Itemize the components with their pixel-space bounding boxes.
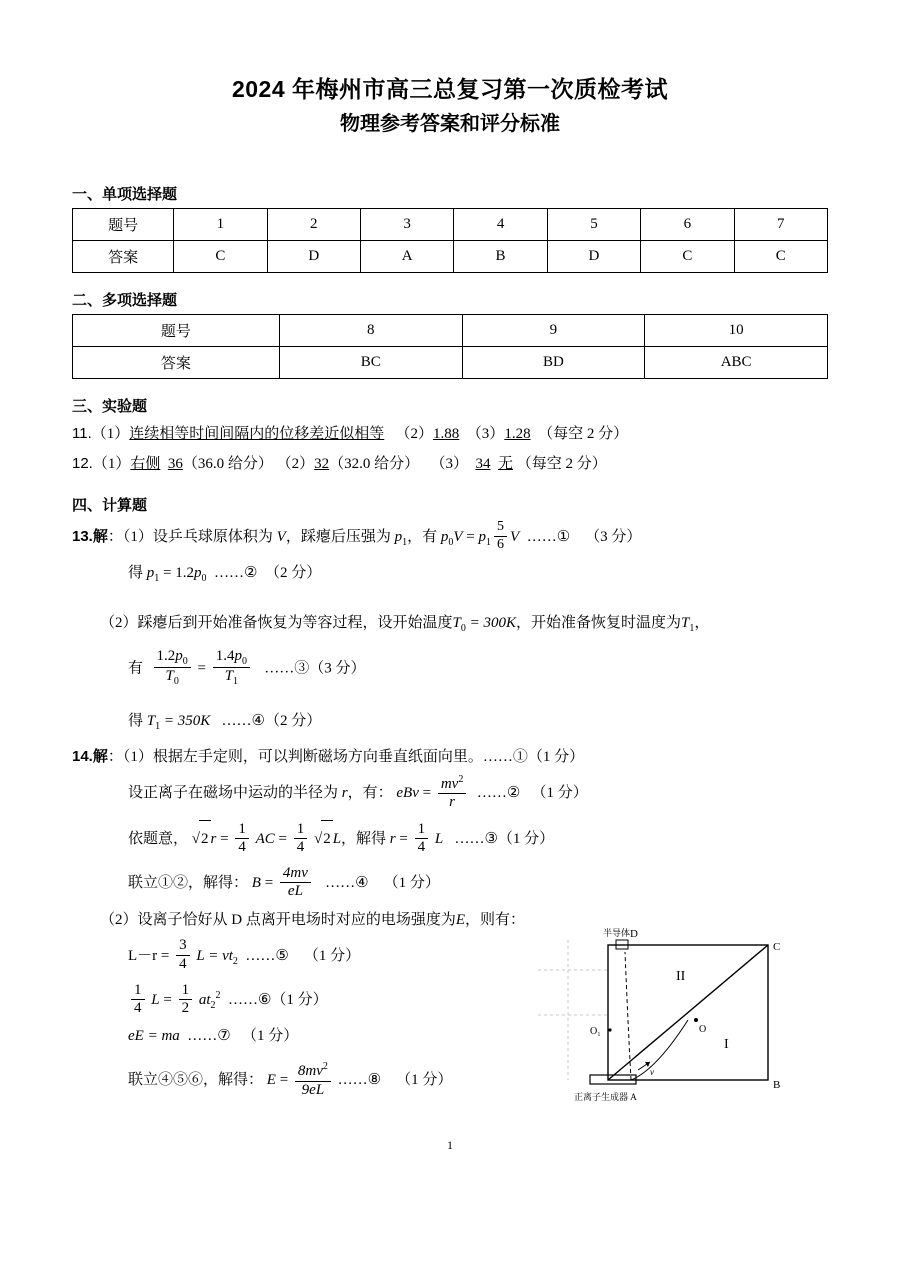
section-heading-experiment: 三、实验题 bbox=[72, 397, 148, 415]
q14-l6-l: L = vt bbox=[196, 947, 233, 964]
table-row bbox=[73, 240, 828, 272]
q12-part1-answer: 右侧 bbox=[130, 455, 161, 472]
q14-l9-text: 联立④⑤⑥，解得： bbox=[128, 1072, 264, 1089]
q14-var-e: E bbox=[455, 911, 466, 928]
fraction-denominator: 6 bbox=[497, 536, 505, 552]
q14-l4-b: B bbox=[251, 875, 261, 892]
fraction-denominator: 4 bbox=[179, 955, 187, 972]
q13-l4-eq: = bbox=[197, 659, 206, 676]
label-ion-source: 正离子生成器 A bbox=[574, 1091, 637, 1102]
q13-l2-p0: p bbox=[193, 564, 202, 581]
fraction-numerator: 4mv bbox=[280, 865, 311, 883]
answer-cell: ABC bbox=[645, 346, 828, 378]
q14-part2-label: （2） bbox=[100, 911, 138, 928]
q14-l3-text-a: 依题意， bbox=[128, 831, 189, 847]
question-12-number: 12. bbox=[72, 454, 93, 472]
q14-l7-l: L bbox=[151, 991, 160, 1008]
q13-l1-text-b: ，踩瘪后压强为 bbox=[285, 528, 391, 545]
fraction-denominator: 4 bbox=[134, 1000, 142, 1016]
table-row bbox=[73, 314, 828, 346]
q14-l2-text-b: ，有： bbox=[347, 784, 393, 801]
fraction-denominator bbox=[222, 668, 241, 688]
document-title-block bbox=[72, 0, 828, 139]
fraction-denominator: r bbox=[449, 793, 455, 810]
answer-cell: BD bbox=[462, 346, 645, 378]
q13-eq-sign: = bbox=[466, 528, 475, 545]
multi-choice-table bbox=[72, 314, 828, 379]
q13-eq-v2: V bbox=[510, 528, 520, 545]
question-number: 8 bbox=[279, 314, 462, 346]
q14-l3-eq2: = bbox=[278, 831, 287, 847]
fraction-numerator: 1 bbox=[131, 982, 145, 1000]
q13-t0: T bbox=[452, 614, 461, 631]
q13-l2-p1: p bbox=[146, 564, 155, 581]
q13-l2-text: 得 bbox=[128, 564, 144, 581]
question-13-line-4 bbox=[72, 649, 828, 689]
q12-score: （每空 2 分） bbox=[516, 455, 607, 472]
q13-eq-v: V bbox=[453, 528, 463, 545]
fraction-numerator: 1 bbox=[179, 982, 193, 1000]
q14-var-r: r bbox=[341, 784, 348, 801]
q14-fraction-1-4-c bbox=[415, 821, 429, 857]
q13-l5-t1-sub: 1 bbox=[155, 720, 161, 732]
q14-l3-l2: L bbox=[434, 831, 444, 847]
q11-part1-label: （1） bbox=[91, 425, 130, 442]
q13-l3-text-a: 踩瘪后到开始准备恢复为等容过程，设开始温度 bbox=[137, 614, 453, 631]
answer-cell: A bbox=[360, 240, 453, 272]
question-14-line-1 bbox=[72, 739, 828, 775]
fraction-denominator: 4 bbox=[296, 839, 305, 856]
q14-l4-eq: = bbox=[264, 875, 274, 892]
q12-part2-value: 32 bbox=[314, 455, 330, 472]
fraction-denominator: 2 bbox=[181, 1000, 190, 1016]
q14-fraction-1-4-d bbox=[131, 982, 145, 1018]
q12-part3-value: 34 bbox=[475, 455, 491, 472]
fraction-numerator bbox=[213, 648, 250, 669]
q11-part2-label: （2） bbox=[395, 425, 434, 442]
q13-eq-p1-sub: 1 bbox=[486, 536, 492, 548]
label-region-1: I bbox=[724, 1036, 729, 1052]
label-semiconductor: 半导体 bbox=[603, 927, 631, 938]
trajectory-curve bbox=[631, 1020, 688, 1080]
label-v: v bbox=[650, 1066, 654, 1077]
fraction-numerator: 5 bbox=[494, 519, 507, 536]
q14-l9-e: E bbox=[266, 1072, 276, 1089]
question-number: 4 bbox=[454, 208, 547, 240]
q11-part3-answer: 1.28 bbox=[504, 425, 531, 442]
q13-fraction-right bbox=[213, 648, 250, 688]
q12-part1-value: 36 bbox=[167, 455, 183, 472]
q13-l2-score: （2 分） bbox=[264, 564, 322, 581]
q13-t0-sub: 0 bbox=[460, 622, 466, 634]
q13-l1-score: （3 分） bbox=[585, 528, 642, 545]
q14-l9-dots: ……⑧ bbox=[337, 1072, 382, 1089]
q12-part3-label: （3） bbox=[430, 455, 468, 472]
row-label-answer: 答案 bbox=[73, 240, 174, 272]
q13-l4-rnum: 1.4 bbox=[215, 647, 235, 664]
fraction-numerator: 1 bbox=[235, 821, 249, 839]
q14-l8-eq: eE = ma bbox=[128, 1028, 180, 1045]
q14-l7-dots: ……⑥（1 分） bbox=[227, 991, 328, 1008]
q13-l1-text-c: ，有 bbox=[407, 528, 438, 545]
q11-score: （每空 2 分） bbox=[538, 425, 629, 442]
q13-t1-sub: 1 bbox=[689, 622, 695, 634]
q12-part2-label: （2） bbox=[276, 455, 315, 472]
label-region-2: II bbox=[676, 968, 686, 984]
q14-l3-eq3: = bbox=[399, 831, 408, 847]
q13-eq-p0: p bbox=[440, 528, 449, 545]
answer-cell: D bbox=[267, 240, 360, 272]
q14-solve-label: 解 bbox=[92, 747, 108, 765]
q14-l3-r: r bbox=[210, 831, 217, 847]
q14-l9-num-sup: 2 bbox=[322, 1061, 328, 1073]
q13-var-p1: p bbox=[394, 528, 403, 545]
question-14-line-2 bbox=[72, 775, 828, 813]
q14-fraction-1-4-b bbox=[294, 821, 308, 857]
page-number: 1 bbox=[447, 1137, 453, 1152]
q13-l4-rnum-psub: 0 bbox=[241, 655, 247, 667]
q13-l4-lnum: 1.2 bbox=[156, 647, 176, 664]
row-label-number: 题号 bbox=[73, 314, 280, 346]
q14-l2-eq-sign: = bbox=[422, 784, 432, 801]
q13-eq-p1: p bbox=[478, 528, 487, 545]
q14-l8-dots: ……⑦ bbox=[187, 1028, 231, 1045]
fraction-denominator: 4 bbox=[238, 839, 246, 856]
q14-l9-num: 8mv bbox=[297, 1063, 323, 1080]
fraction-denominator: 4 bbox=[417, 839, 426, 856]
q14-l9-eq: = bbox=[279, 1072, 289, 1089]
question-13-line-5 bbox=[72, 703, 828, 739]
q14-l5-text-a: 设离子恰好从 D 点离开电场时对应的电场强度为 bbox=[137, 911, 456, 928]
section-heading-single-choice: 一、单项选择题 bbox=[72, 185, 178, 203]
q13-part2-label: （2） bbox=[100, 614, 138, 631]
q13-fraction-left bbox=[154, 648, 191, 688]
q14-l8-score: （1 分） bbox=[241, 1028, 299, 1045]
question-14-line-4 bbox=[72, 865, 828, 901]
question-13-line-3 bbox=[72, 605, 828, 641]
fraction-numerator bbox=[154, 648, 191, 669]
q13-var-p1-sub: 1 bbox=[402, 536, 408, 548]
q14-fraction-1-2 bbox=[179, 982, 193, 1018]
q11-part2-answer: 1.88 bbox=[433, 425, 460, 442]
label-o1: O₁ bbox=[590, 1025, 601, 1037]
q14-sqrt-2b: 2 bbox=[321, 820, 333, 857]
q14-l1-text: 根据左手定则，可以判断磁场方向垂直纸面向里。……①（1 分） bbox=[152, 748, 585, 765]
q14-l7-eq: = bbox=[163, 991, 172, 1008]
q13-l2-p1-sub: 1 bbox=[154, 572, 160, 584]
row-label-answer: 答案 bbox=[73, 346, 280, 378]
q14-sqrt-2: 2 bbox=[199, 820, 211, 857]
question-13-number: 13. bbox=[72, 527, 93, 545]
q13-t0-value: = 300K bbox=[469, 614, 517, 631]
fraction-numerator: 3 bbox=[176, 937, 190, 955]
q13-l2-p0-sub: 0 bbox=[201, 572, 207, 584]
fraction-numerator: 1 bbox=[294, 821, 308, 839]
q13-l5-text: 得 bbox=[128, 712, 144, 729]
q14-l3-r2: r bbox=[389, 831, 396, 847]
q13-colon: ： bbox=[107, 528, 123, 545]
q13-l1-dots: ……① bbox=[526, 528, 571, 545]
q14-l7-sup: 2 bbox=[215, 989, 221, 1001]
q14-l2-score: （1 分） bbox=[531, 784, 588, 801]
q13-l4-rden-sub: 1 bbox=[233, 676, 239, 687]
q14-l7-sub: 2 bbox=[210, 999, 216, 1011]
question-number: 10 bbox=[645, 314, 828, 346]
page-subtitle: 物理参考答案和评分标准 bbox=[340, 112, 560, 135]
question-11 bbox=[72, 420, 828, 448]
q14-l2-eq-left: eBv bbox=[396, 784, 419, 801]
q14-l7-at: at bbox=[198, 991, 211, 1008]
label-c: C bbox=[773, 940, 781, 953]
q12-part1-note: （36.0 给分） bbox=[182, 455, 273, 472]
q13-l4-rnum-p: p bbox=[234, 647, 242, 664]
question-14-number: 14. bbox=[72, 747, 93, 765]
q13-l5-value: = 350K bbox=[163, 712, 211, 729]
q13-part1-label: （1） bbox=[122, 528, 153, 545]
question-number: 2 bbox=[267, 208, 360, 240]
question-number: 5 bbox=[547, 208, 640, 240]
q13-solve-label: 解 bbox=[92, 527, 108, 545]
answer-cell: B bbox=[454, 240, 547, 272]
q14-l3-eq1: = bbox=[220, 831, 229, 847]
q12-part2-note: （32.0 给分） bbox=[329, 455, 420, 472]
q14-l2-dots: ……② bbox=[476, 784, 521, 801]
q14-l3-dots: ……③（1 分） bbox=[454, 831, 555, 847]
q13-l5-dots: ……④（2 分） bbox=[221, 712, 322, 729]
q14-frac-num-mv: mv bbox=[440, 775, 459, 792]
q14-l3-ac: AC bbox=[255, 831, 275, 847]
q13-l1-text-a: 设乒乓球原体积为 bbox=[152, 528, 273, 545]
q12-part1-label: （1） bbox=[92, 455, 131, 472]
q14-l4-score: （1 分） bbox=[383, 875, 440, 892]
q13-l4-lnum-p: p bbox=[175, 647, 183, 664]
q11-part1-answer: 连续相等时间间隔内的位移差近似相等 bbox=[129, 425, 385, 442]
answer-cell: C bbox=[174, 240, 267, 272]
q12-part3-value2: 无 bbox=[497, 455, 513, 472]
q13-l2-eq: = 1.2 bbox=[163, 564, 194, 581]
q13-l4-rden-t: T bbox=[224, 668, 234, 684]
table-row bbox=[73, 346, 828, 378]
q14-fraction-1-4-a bbox=[235, 821, 249, 857]
answer-cell: C bbox=[734, 240, 827, 272]
row-label-number: 题号 bbox=[73, 208, 174, 240]
label-o: O bbox=[699, 1023, 707, 1035]
table-row bbox=[73, 208, 828, 240]
q14-fraction-mv2-r bbox=[438, 774, 467, 812]
q14-l3-l: L bbox=[332, 831, 342, 847]
section-heading-calculation: 四、计算题 bbox=[72, 496, 148, 514]
diagonal-line bbox=[608, 945, 768, 1080]
q14-l3-text-b: ，解得 bbox=[341, 831, 387, 847]
q14-l9-score: （1 分） bbox=[396, 1072, 453, 1089]
fraction-numerator bbox=[438, 774, 467, 794]
q13-l5-t1: T bbox=[146, 712, 156, 729]
q13-l4-text: 有 bbox=[128, 659, 144, 676]
fraction-numerator bbox=[295, 1061, 331, 1081]
question-12 bbox=[72, 450, 828, 478]
q11-part3-label: （3） bbox=[466, 425, 505, 442]
q14-l6-t-sub: 2 bbox=[232, 955, 238, 967]
question-13-line-1 bbox=[72, 519, 828, 555]
q14-colon: ： bbox=[107, 748, 123, 765]
q14-fraction-8mv2-9eL bbox=[295, 1061, 331, 1099]
fraction-denominator bbox=[162, 668, 181, 688]
q14-part1-label: （1） bbox=[122, 748, 153, 765]
fraction-denominator: eL bbox=[287, 883, 303, 900]
q13-l3-text-b: ，开始准备恢复时温度为 bbox=[516, 614, 682, 631]
q13-l3-text-c: ， bbox=[694, 614, 710, 631]
fraction-numerator: 1 bbox=[415, 821, 429, 839]
answer-cell: BC bbox=[279, 346, 462, 378]
question-number: 1 bbox=[174, 208, 267, 240]
physics-figure bbox=[528, 920, 828, 1120]
figure-svg bbox=[528, 920, 828, 1120]
q14-fraction-3-4 bbox=[176, 937, 190, 973]
question-11-number: 11. bbox=[72, 424, 92, 442]
q13-l4-lnum-psub: 0 bbox=[182, 655, 188, 667]
point-o bbox=[694, 1018, 698, 1022]
fraction-denominator: 9eL bbox=[301, 1081, 325, 1098]
question-number: 6 bbox=[641, 208, 734, 240]
question-number: 9 bbox=[462, 314, 645, 346]
q13-l4-dots: ……③（3 分） bbox=[264, 659, 366, 676]
q14-l6-left: L－r = bbox=[128, 947, 170, 964]
question-14-line-3: 依题意， √2 r = $\frac{1}{4}$ AC = $\frac{1}{4}$ √2 L，解得 r = $\frac{1}{4}$ L ……③（1 分） bbox=[128, 820, 555, 856]
q14-l4-text: 联立①②，解得： bbox=[128, 875, 249, 892]
question-number: 3 bbox=[360, 208, 453, 240]
q14-l5-text-b: ，则有： bbox=[465, 911, 526, 928]
answer-cell: D bbox=[547, 240, 640, 272]
q14-l6-score: （1 分） bbox=[303, 947, 361, 964]
q13-fraction-5-6 bbox=[494, 519, 507, 552]
point-o1 bbox=[608, 1028, 611, 1031]
q14-l4-dots: ……④ bbox=[325, 875, 369, 892]
q14-l6-dots: ……⑤ bbox=[245, 947, 289, 964]
q14-fraction-4mv-eL bbox=[280, 865, 311, 901]
q13-l4-lden-t: T bbox=[165, 668, 174, 684]
label-d: D bbox=[630, 927, 638, 940]
q13-t1: T bbox=[681, 614, 690, 631]
single-choice-table bbox=[72, 208, 828, 273]
q13-var-v: V bbox=[276, 528, 286, 545]
question-13-line-2 bbox=[72, 555, 828, 591]
q13-l4-lden-sub: 0 bbox=[173, 676, 179, 687]
q13-eq-p0-sub: 0 bbox=[448, 536, 454, 548]
page-title: 2024 年梅州市高三总复习第一次质检考试 bbox=[231, 76, 669, 102]
question-number: 7 bbox=[734, 208, 827, 240]
q14-l2-text-a: 设正离子在磁场中运动的半径为 bbox=[128, 784, 339, 801]
label-b: B bbox=[773, 1078, 781, 1091]
q13-l2-dots: ……② bbox=[213, 564, 258, 581]
answer-cell: C bbox=[641, 240, 734, 272]
section-heading-multi-choice: 二、多项选择题 bbox=[72, 291, 178, 309]
q14-frac-num-sup: 2 bbox=[458, 773, 464, 785]
